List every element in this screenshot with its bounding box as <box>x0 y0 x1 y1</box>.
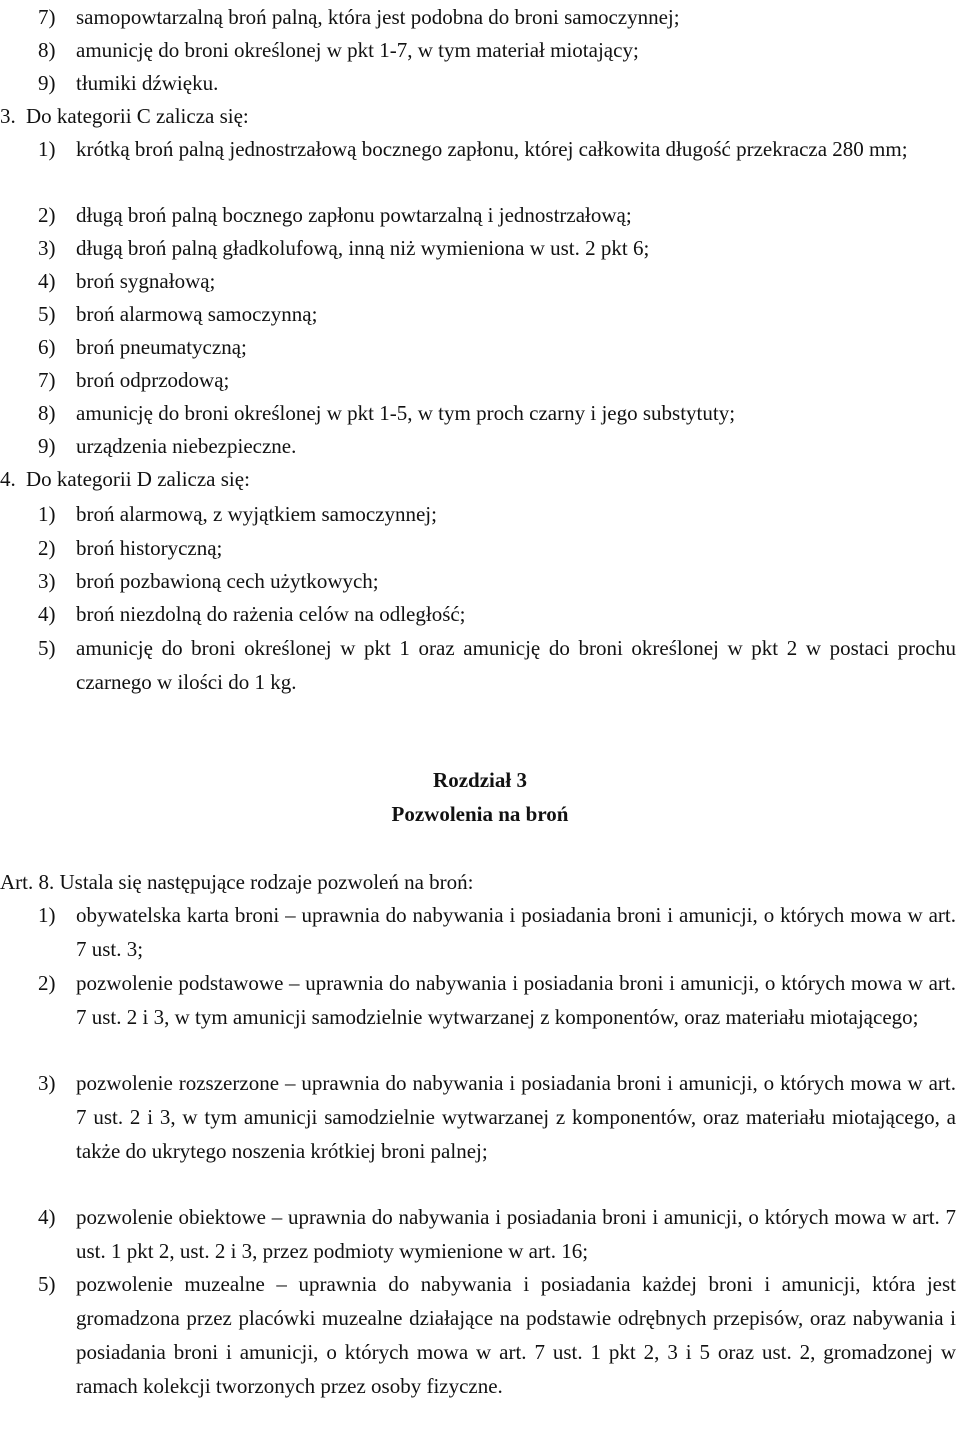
list-item-text: broń alarmową samoczynną; <box>76 302 318 326</box>
list-item-number: 9) <box>38 71 56 95</box>
list-item <box>38 1200 956 1268</box>
list-item <box>38 330 956 364</box>
list-item-text: samopowtarzalną broń palną, która jest podobna do broni samoczynnej; <box>76 5 680 29</box>
list-item <box>38 231 956 265</box>
list-item-text: pozwolenie muzealne – uprawnia do nabywania i posiadania każdej broni i amunicji, która jest gromadzona przez placówki muzealne działające na podstawie odrębnych przepisów, oraz nabywania i posiadania broni i amunicji, o których mowa w art. 7 ust. 1 pkt 2, 3 i 5 oraz ust. 2, gromadzonej w ramach kolekcji tworzonych przez osoby fizyczne. <box>76 1272 956 1398</box>
list-item <box>38 264 956 298</box>
list-item-number: 5) <box>38 636 56 660</box>
list-item-text: broń historyczną; <box>76 536 223 560</box>
list-item <box>38 363 956 397</box>
list-item-number: 7) <box>38 368 56 392</box>
list-item <box>38 198 956 232</box>
article-intro: Ustala się następujące rodzaje pozwoleń na broń: <box>59 870 474 894</box>
list-item <box>38 396 956 430</box>
list-item <box>38 597 956 631</box>
list-item-number: 8) <box>38 401 56 425</box>
list-item-text: amunicję do broni określonej w pkt 1-5, w tym proch czarny i jego substytuty; <box>76 401 736 425</box>
list-item-text: tłumiki dźwięku. <box>76 71 219 95</box>
list-item-text: urządzenia niebezpieczne. <box>76 434 297 458</box>
list-item-number: 1) <box>38 502 56 526</box>
list-item-number: 3) <box>38 236 56 260</box>
list-item-text: pozwolenie rozszerzone – uprawnia do nabywania i posiadania broni i amunicji, o których mowa w art. 7 ust. 2 i 3, w tym amunicji samodzielnie wytwarzanej z komponentów, oraz materiału miotającego, a także do ukrytego noszenia krótkiej broni palnej; <box>76 1071 956 1163</box>
list-item-text: pozwolenie obiektowe – uprawnia do nabywania i posiadania broni i amunicji, o których mowa w art. 7 ust. 1 pkt 2, ust. 2 i 3, przez podmioty wymienione w art. 16; <box>76 1205 956 1263</box>
chapter-number: Rozdział 3 <box>433 768 527 792</box>
list-item-number: 4) <box>38 269 56 293</box>
category-number: 4. <box>0 467 16 491</box>
list-item-number: 4) <box>38 1205 56 1229</box>
list-item <box>38 531 956 565</box>
list-item <box>38 132 956 166</box>
list-item <box>38 966 956 1034</box>
list-item-text: obywatelska karta broni – uprawnia do nabywania i posiadania broni i amunicji, o których mowa w art. 7 ust. 3; <box>76 903 956 961</box>
list-item-number: 1) <box>38 903 56 927</box>
list-item <box>38 66 956 100</box>
list-item <box>38 33 956 67</box>
list-item-number: 2) <box>38 536 56 560</box>
list-item-text: amunicję do broni określonej w pkt 1-7, w tym materiał miotający; <box>76 38 639 62</box>
chapter-title: Pozwolenia na broń <box>391 802 569 826</box>
list-item <box>38 0 956 34</box>
list-item-text: broń pozbawioną cech użytkowych; <box>76 569 379 593</box>
list-item-number: 2) <box>38 203 56 227</box>
list-item-number: 3) <box>38 569 56 593</box>
list-item <box>38 429 956 463</box>
list-item-text: broń alarmową, z wyjątkiem samoczynnej; <box>76 502 437 526</box>
list-item-number: 8) <box>38 38 56 62</box>
list-item <box>38 497 956 531</box>
category-d-heading <box>0 462 250 496</box>
list-item-number: 4) <box>38 602 56 626</box>
list-item-number: 5) <box>38 1272 56 1296</box>
list-item-text: długą broń palną gładkolufową, inną niż wymieniona w ust. 2 pkt 6; <box>76 236 650 260</box>
category-title: Do kategorii D zalicza się: <box>26 467 250 491</box>
category-title: Do kategorii C zalicza się: <box>26 104 249 128</box>
list-item <box>38 1066 956 1168</box>
list-item-number: 9) <box>38 434 56 458</box>
list-item-text: broń niezdolną do rażenia celów na odległość; <box>76 602 466 626</box>
list-item-text: amunicję do broni określonej w pkt 1 oraz amunicję do broni określonej w pkt 2 w postaci prochu czarnego w ilości do 1 kg. <box>76 636 956 694</box>
list-item-text: broń odprzodową; <box>76 368 230 392</box>
list-item-number: 5) <box>38 302 56 326</box>
list-item-text: broń sygnałową; <box>76 269 216 293</box>
category-c-heading <box>0 99 249 133</box>
list-item-number: 6) <box>38 335 56 359</box>
list-item-text: pozwolenie podstawowe – uprawnia do nabywania i posiadania broni i amunicji, o których mowa w art. 7 ust. 2 i 3, w tym amunicji samodzielnie wytwarzanej z komponentów, oraz materiału miotającego; <box>76 971 956 1029</box>
article-heading <box>0 865 474 899</box>
list-item <box>38 898 956 966</box>
list-item <box>38 1267 956 1403</box>
list-item-text: długą broń palną bocznego zapłonu powtarzalną i jednostrzałową; <box>76 203 632 227</box>
list-item <box>38 631 956 699</box>
list-item-number: 7) <box>38 5 56 29</box>
category-number: 3. <box>0 104 16 128</box>
article-label: Art. 8. <box>0 870 55 894</box>
list-item <box>38 564 956 598</box>
list-item-number: 3) <box>38 1071 56 1095</box>
list-item-text: broń pneumatyczną; <box>76 335 247 359</box>
list-item <box>38 297 956 331</box>
list-item-number: 2) <box>38 971 56 995</box>
list-item-text: krótką broń palną jednostrzałową bocznego zapłonu, której całkowita długość przekracza 280 mm; <box>76 137 908 161</box>
list-item-number: 1) <box>38 137 56 161</box>
